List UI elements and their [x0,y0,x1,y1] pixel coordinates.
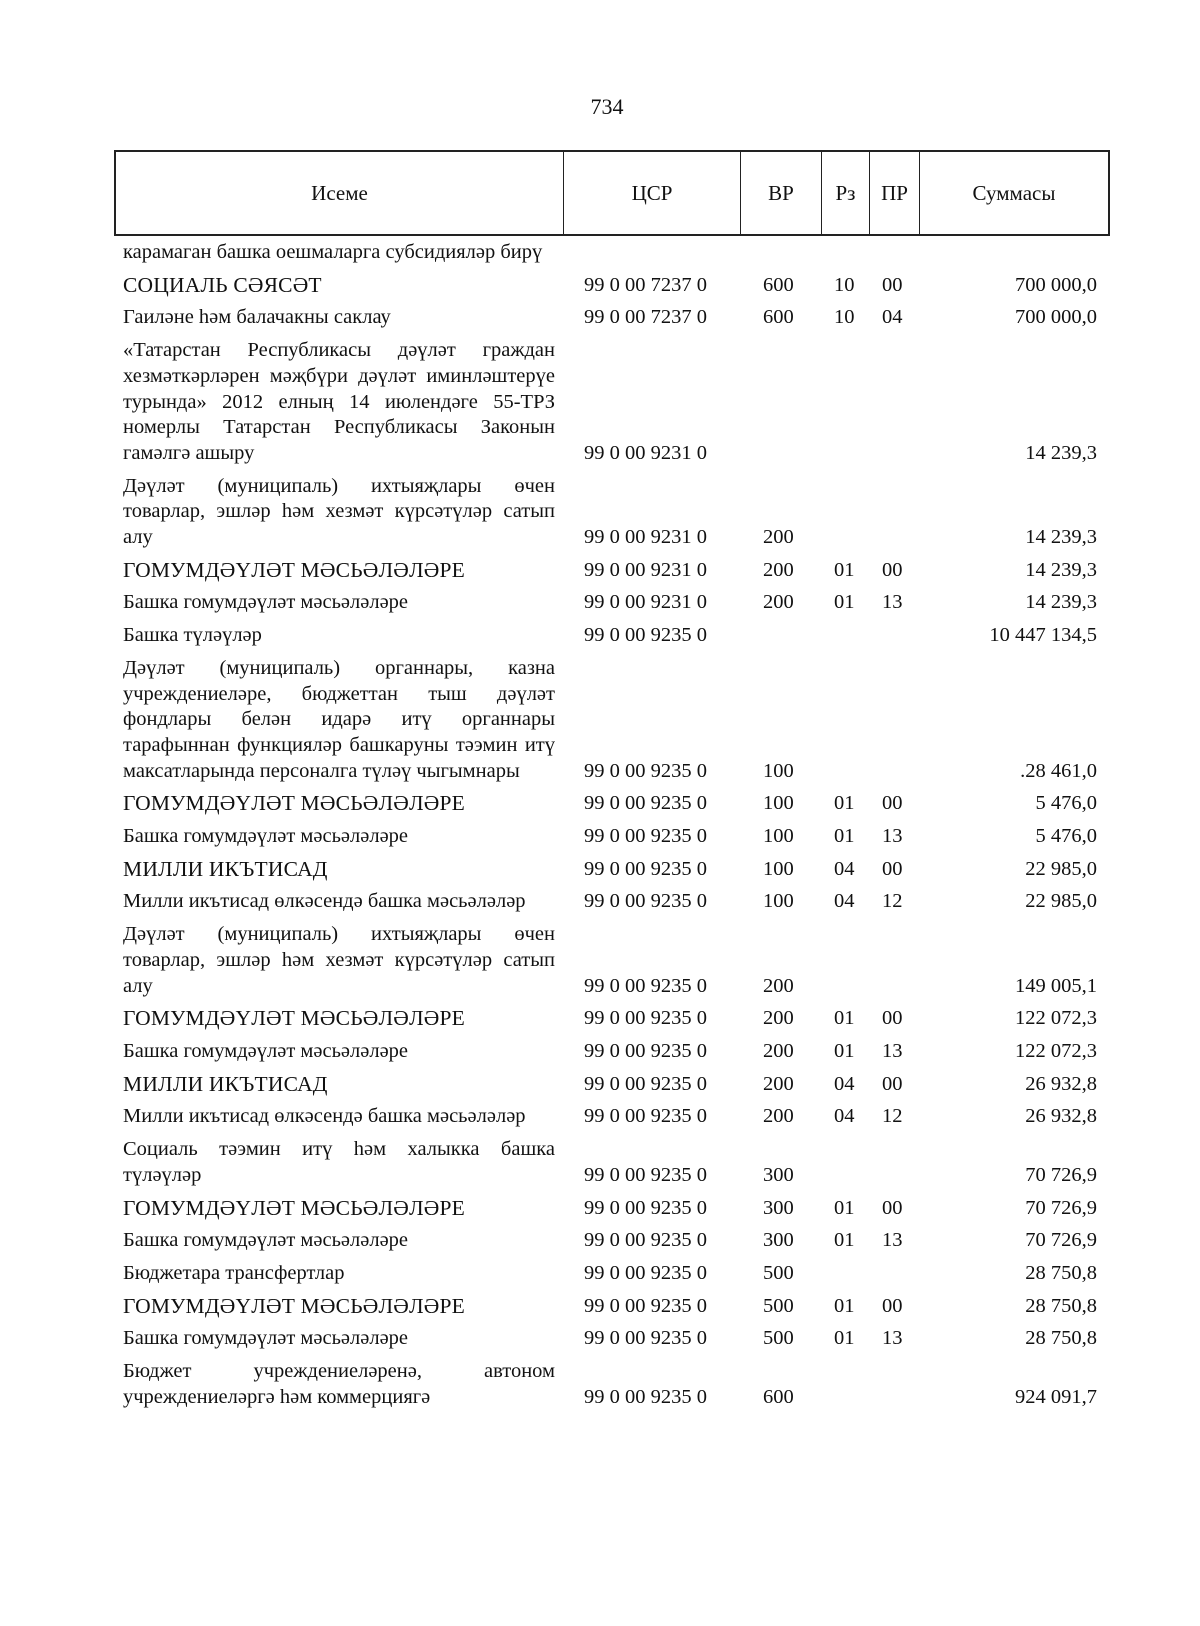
table-row [0,238,1200,268]
row-pr: 12 [882,890,903,913]
table-row [0,588,1200,618]
row-rz: 01 [834,1229,855,1252]
row-rz: 01 [834,1007,855,1030]
row-sum: 28 750,8 [1025,1261,1097,1284]
row-sum: 5 476,0 [1035,825,1097,848]
row-sum: .28 461,0 [1020,759,1097,782]
row-rz: 04 [834,857,855,880]
table-row [0,1037,1200,1067]
row-csr: 99 0 00 9235 0 [584,624,707,647]
row-rz: 01 [834,1039,855,1062]
row-name: Башка гомумдәүләт мәсьәләләре [123,591,409,614]
row-csr: 99 0 00 9235 0 [584,1072,707,1095]
row-vr: 200 [763,1039,794,1062]
header-csr: ЦСР [564,152,741,234]
table-row [0,920,1200,1001]
row-rz: 10 [834,306,855,329]
row-csr: 99 0 00 9231 0 [584,526,707,549]
row-vr: 300 [763,1163,794,1186]
row-sum: 122 072,3 [1015,1007,1097,1030]
row-csr: 99 0 00 9235 0 [584,759,707,782]
row-name: ГОМУМДӘҮЛӘТ МӘСЬӘЛӘЛӘРЕ [123,1293,465,1318]
table-row [0,303,1200,333]
row-vr: 300 [763,1229,794,1252]
row-vr: 200 [763,1105,794,1128]
row-vr: 200 [763,591,794,614]
row-csr: 99 0 00 7237 0 [584,306,707,329]
row-vr: 100 [763,792,794,815]
row-sum: 70 726,9 [1025,1229,1097,1252]
row-csr: 99 0 00 7237 0 [584,273,707,296]
row-vr: 500 [763,1294,794,1317]
row-pr: 13 [882,1229,903,1252]
row-name: Социаль тәэмин итү һәм халыкка башка түләүләр [123,1138,555,1186]
row-sum: 22 985,0 [1025,890,1097,913]
row-vr: 100 [763,759,794,782]
row-vr: 100 [763,890,794,913]
row-rz: 01 [834,558,855,581]
row-pr: 00 [882,273,903,296]
row-name: Милли икътисад өлкәсендә башка мәсьәләләр [123,890,526,913]
row-pr: 13 [882,1327,903,1350]
row-csr: 99 0 00 9235 0 [584,1385,707,1408]
row-pr: 00 [882,1007,903,1030]
table-row [0,1357,1200,1412]
row-csr: 99 0 00 9231 0 [584,558,707,581]
table-row [0,822,1200,852]
row-sum: 14 239,3 [1025,558,1097,581]
row-sum: 22 985,0 [1025,857,1097,880]
row-csr: 99 0 00 9235 0 [584,1007,707,1030]
table-row [0,789,1200,819]
row-name: Дәүләт (муниципаль) ихтыяҗлары өчен товарлар, эшләр һәм хезмәт күрсәтүләр сатып алу [123,474,555,549]
row-vr: 600 [763,1385,794,1408]
row-csr: 99 0 00 9235 0 [584,857,707,880]
table-row [0,1004,1200,1034]
row-sum: 70 726,9 [1025,1163,1097,1186]
row-vr: 200 [763,558,794,581]
row-name: ГОМУМДӘҮЛӘТ МӘСЬӘЛӘЛӘРЕ [123,1195,465,1220]
table-row [0,1324,1200,1354]
row-rz: 04 [834,1072,855,1095]
table-row [0,472,1200,553]
row-csr: 99 0 00 9231 0 [584,591,707,614]
row-sum: 14 239,3 [1025,441,1097,464]
row-name: МИЛЛИ ИКЪТИСАД [123,1071,328,1096]
row-name: Башка гомумдәүләт мәсьәләләре [123,1039,409,1062]
table-row [0,1070,1200,1100]
row-sum: 26 932,8 [1025,1072,1097,1095]
row-name: Бюджет учреждениеләренә, автоном учреждениеләргә һәм коммерциягә [123,1360,555,1408]
table-row [0,1226,1200,1256]
row-pr: 13 [882,591,903,614]
row-sum: 70 726,9 [1025,1196,1097,1219]
row-csr: 99 0 00 9235 0 [584,1039,707,1062]
table-row [0,1135,1200,1190]
table-row [0,1102,1200,1132]
row-pr: 00 [882,1072,903,1095]
row-vr: 100 [763,825,794,848]
row-sum: 28 750,8 [1025,1294,1097,1317]
row-sum: 28 750,8 [1025,1327,1097,1350]
row-sum: 14 239,3 [1025,526,1097,549]
row-pr: 00 [882,558,903,581]
row-vr: 200 [763,1072,794,1095]
row-csr: 99 0 00 9235 0 [584,1229,707,1252]
row-name: Милли икътисад өлкәсендә башка мәсьәләләр [123,1105,526,1128]
row-csr: 99 0 00 9235 0 [584,1261,707,1284]
row-rz: 01 [834,1294,855,1317]
row-sum: 149 005,1 [1015,974,1097,997]
row-pr: 13 [882,825,903,848]
table-row [0,1259,1200,1289]
row-name: Башка гомумдәүләт мәсьәләләре [123,1327,409,1350]
row-sum: 924 091,7 [1015,1385,1097,1408]
row-rz: 04 [834,890,855,913]
row-csr: 99 0 00 9235 0 [584,1294,707,1317]
row-vr: 600 [763,306,794,329]
row-name: ГОМУМДӘҮЛӘТ МӘСЬӘЛӘЛӘРЕ [123,791,465,816]
row-vr: 600 [763,273,794,296]
row-vr: 200 [763,526,794,549]
row-pr: 00 [882,1196,903,1219]
row-csr: 99 0 00 9235 0 [584,825,707,848]
row-name: Бюджетара трансфертлар [123,1261,345,1284]
row-pr: 00 [882,857,903,880]
row-name: Дәүләт (муниципаль) органнары, казна учреждениеләре, бюджеттан тыш дәүләт фондлары белән идарә итү органнары тарафыннан функцияләр башкаруны тәэмин итү максатларында персоналга түләү чыгымнары [123,656,555,782]
row-name: Гаиләне һәм балачакны саклау [123,306,391,329]
table-row [0,271,1200,301]
table-row [0,887,1200,917]
page-number: 734 [590,94,624,119]
table-row [0,1292,1200,1322]
row-sum: 122 072,3 [1015,1039,1097,1062]
row-name: МИЛЛИ ИКЪТИСАД [123,856,328,881]
table-row [0,336,1200,469]
row-csr: 99 0 00 9235 0 [584,792,707,815]
row-name: Башка гомумдәүләт мәсьәләләре [123,825,409,848]
row-vr: 200 [763,1007,794,1030]
row-rz: 01 [834,792,855,815]
table-header [114,150,1110,236]
row-rz: 01 [834,1327,855,1350]
row-vr: 500 [763,1327,794,1350]
table-row [0,1194,1200,1224]
row-sum: 700 000,0 [1015,273,1097,296]
row-name: карамаган башка оешмаларга субсидияләр бирү [123,241,543,263]
row-vr: 200 [763,974,794,997]
row-name: «Татарстан Республикасы дәүләт граждан хезмәткәрләрен мәҗбүри дәүләт иминләштерүе турында» 2012 елның 14 июлендәге 55-ТРЗ номерлы Татарстан Республикасы Законын гамәлгә ашыру [123,339,555,464]
header-name: Исеме [116,152,564,234]
row-pr: 13 [882,1039,903,1062]
table-row [0,556,1200,586]
row-rz: 01 [834,825,855,848]
row-vr: 100 [763,857,794,880]
row-csr: 99 0 00 9235 0 [584,974,707,997]
row-csr: 99 0 00 9235 0 [584,1327,707,1350]
row-csr: 99 0 00 9235 0 [584,890,707,913]
table-body [0,238,1200,1412]
row-csr: 99 0 00 9235 0 [584,1163,707,1186]
row-csr: 99 0 00 9235 0 [584,1105,707,1128]
row-vr: 500 [763,1261,794,1284]
table-row [0,654,1200,787]
header-sum: Суммасы [972,180,1056,205]
row-name: Башка түләүләр [123,624,262,647]
header-vr: ВР [741,152,822,234]
row-name: Дәүләт (муниципаль) ихтыяҗлары өчен товарлар, эшләр һәм хезмәт күрсәтүләр сатып алу [123,923,555,997]
row-pr: 00 [882,1294,903,1317]
table-row [0,621,1200,651]
row-rz: 01 [834,1196,855,1219]
row-name: СОЦИАЛЬ СӘЯСӘТ [123,272,322,297]
row-name: ГОМУМДӘҮЛӘТ МӘСЬӘЛӘЛӘРЕ [123,1006,465,1031]
row-rz: 04 [834,1105,855,1128]
row-pr: 00 [882,792,903,815]
row-sum: 5 476,0 [1035,792,1097,815]
row-sum: 10 447 134,5 [989,624,1097,647]
row-sum: 26 932,8 [1025,1105,1097,1128]
row-rz: 01 [834,591,855,614]
row-name: Башка гомумдәүләт мәсьәләләре [123,1229,409,1252]
table-row [0,855,1200,885]
row-vr: 300 [763,1196,794,1219]
row-csr: 99 0 00 9231 0 [584,441,707,464]
header-rz: Рз [822,152,870,234]
row-sum: 700 000,0 [1015,306,1097,329]
row-sum: 14 239,3 [1025,591,1097,614]
row-pr: 12 [882,1105,903,1128]
row-pr: 04 [882,306,903,329]
header-pr: ПР [870,152,920,234]
row-name: ГОМУМДӘҮЛӘТ МӘСЬӘЛӘЛӘРЕ [123,557,465,582]
row-csr: 99 0 00 9235 0 [584,1196,707,1219]
row-rz: 10 [834,273,855,296]
